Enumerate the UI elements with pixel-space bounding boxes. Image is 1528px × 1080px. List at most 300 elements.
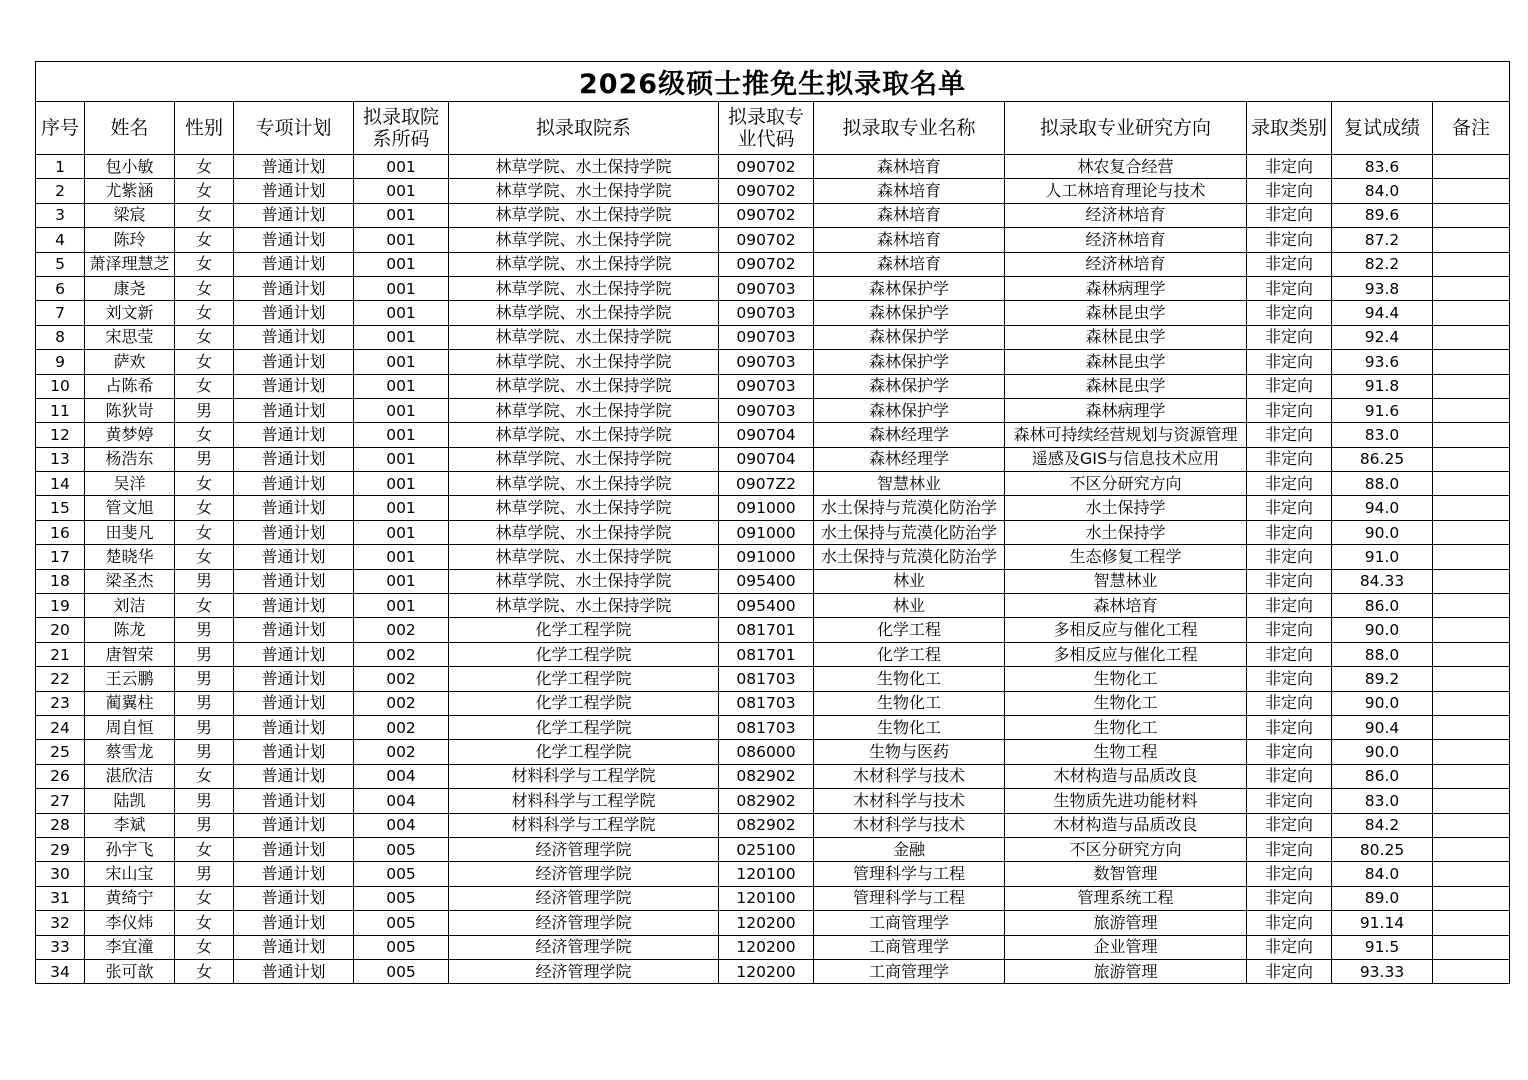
cell-seq: 14 (36, 472, 85, 496)
cell-research-direction: 经济林培育 (1005, 228, 1247, 252)
cell-name: 梁圣杰 (85, 569, 175, 593)
cell-department: 林草学院、水土保持学院 (449, 545, 719, 569)
cell-department: 林草学院、水土保持学院 (449, 325, 719, 349)
cell-name: 陈龙 (85, 618, 175, 642)
cell-dept-code: 001 (354, 301, 449, 325)
cell-department: 林草学院、水土保持学院 (449, 423, 719, 447)
cell-remarks (1433, 496, 1510, 520)
cell-major-name: 森林培育 (814, 252, 1005, 276)
cell-dept-code: 002 (354, 667, 449, 691)
cell-score: 83.6 (1332, 155, 1433, 179)
cell-admission-type: 非定向 (1247, 569, 1332, 593)
cell-name: 宋山宝 (85, 862, 175, 886)
table-row (36, 886, 1510, 910)
table-row (36, 911, 1510, 935)
cell-admission-type: 非定向 (1247, 252, 1332, 276)
cell-score: 83.0 (1332, 789, 1433, 813)
cell-special-plan: 普通计划 (234, 350, 354, 374)
cell-gender: 女 (175, 252, 234, 276)
cell-score: 93.33 (1332, 959, 1433, 983)
cell-major-name: 木材科学与技术 (814, 789, 1005, 813)
cell-admission-type: 非定向 (1247, 179, 1332, 203)
cell-remarks (1433, 642, 1510, 666)
cell-seq: 23 (36, 691, 85, 715)
cell-special-plan: 普通计划 (234, 276, 354, 300)
column-header-admission-type: 录取类别 (1247, 102, 1332, 155)
cell-score: 94.4 (1332, 301, 1433, 325)
cell-gender: 女 (175, 203, 234, 227)
cell-special-plan: 普通计划 (234, 520, 354, 544)
cell-name: 张可歆 (85, 959, 175, 983)
cell-major-name: 森林保护学 (814, 301, 1005, 325)
table-row (36, 837, 1510, 861)
cell-gender: 男 (175, 447, 234, 471)
table-row (36, 594, 1510, 618)
cell-name: 李斌 (85, 813, 175, 837)
cell-dept-code: 001 (354, 350, 449, 374)
cell-major-name: 林业 (814, 569, 1005, 593)
cell-name: 吴洋 (85, 472, 175, 496)
cell-seq: 24 (36, 715, 85, 739)
cell-remarks (1433, 813, 1510, 837)
table-row (36, 959, 1510, 983)
cell-dept-code: 001 (354, 252, 449, 276)
cell-dept-code: 002 (354, 715, 449, 739)
cell-major-code: 082902 (719, 764, 814, 788)
cell-remarks (1433, 276, 1510, 300)
cell-score: 82.2 (1332, 252, 1433, 276)
cell-gender: 男 (175, 813, 234, 837)
cell-research-direction: 生物工程 (1005, 740, 1247, 764)
cell-score: 88.0 (1332, 472, 1433, 496)
cell-department: 林草学院、水土保持学院 (449, 203, 719, 227)
cell-dept-code: 001 (354, 496, 449, 520)
cell-special-plan: 普通计划 (234, 203, 354, 227)
cell-dept-code: 001 (354, 155, 449, 179)
cell-admission-type: 非定向 (1247, 618, 1332, 642)
cell-admission-type: 非定向 (1247, 715, 1332, 739)
cell-research-direction: 不区分研究方向 (1005, 837, 1247, 861)
table-row (36, 398, 1510, 422)
cell-research-direction: 多相反应与催化工程 (1005, 642, 1247, 666)
cell-research-direction: 多相反应与催化工程 (1005, 618, 1247, 642)
cell-major-code: 090704 (719, 447, 814, 471)
cell-seq: 13 (36, 447, 85, 471)
cell-major-name: 工商管理学 (814, 911, 1005, 935)
cell-remarks (1433, 252, 1510, 276)
cell-major-name: 生物化工 (814, 667, 1005, 691)
table-row (36, 545, 1510, 569)
cell-special-plan: 普通计划 (234, 813, 354, 837)
cell-admission-type: 非定向 (1247, 691, 1332, 715)
cell-gender: 女 (175, 423, 234, 447)
cell-department: 经济管理学院 (449, 862, 719, 886)
cell-major-name: 林业 (814, 594, 1005, 618)
cell-dept-code: 002 (354, 740, 449, 764)
cell-major-code: 081701 (719, 642, 814, 666)
cell-special-plan: 普通计划 (234, 618, 354, 642)
cell-remarks (1433, 837, 1510, 861)
cell-research-direction: 森林昆虫学 (1005, 325, 1247, 349)
cell-major-code: 091000 (719, 520, 814, 544)
cell-major-name: 森林经理学 (814, 447, 1005, 471)
column-header-research-direction: 拟录取专业研究方向 (1005, 102, 1247, 155)
table-row (36, 520, 1510, 544)
cell-seq: 12 (36, 423, 85, 447)
cell-seq: 3 (36, 203, 85, 227)
cell-name: 黄梦婷 (85, 423, 175, 447)
cell-admission-type: 非定向 (1247, 228, 1332, 252)
table-row (36, 935, 1510, 959)
cell-name: 占陈希 (85, 374, 175, 398)
column-header-special-plan: 专项计划 (234, 102, 354, 155)
cell-score: 84.33 (1332, 569, 1433, 593)
cell-admission-type: 非定向 (1247, 667, 1332, 691)
cell-gender: 女 (175, 155, 234, 179)
cell-name: 蔡雪龙 (85, 740, 175, 764)
cell-seq: 1 (36, 155, 85, 179)
cell-department: 林草学院、水土保持学院 (449, 447, 719, 471)
cell-seq: 28 (36, 813, 85, 837)
cell-name: 梁宸 (85, 203, 175, 227)
page-title: 2026级硕士推免生拟录取名单 (36, 62, 1510, 102)
cell-admission-type: 非定向 (1247, 325, 1332, 349)
column-header-name: 姓名 (85, 102, 175, 155)
cell-admission-type: 非定向 (1247, 423, 1332, 447)
cell-research-direction: 企业管理 (1005, 935, 1247, 959)
cell-major-code: 082902 (719, 813, 814, 837)
cell-gender: 女 (175, 886, 234, 910)
cell-seq: 18 (36, 569, 85, 593)
cell-score: 88.0 (1332, 642, 1433, 666)
table-row (36, 228, 1510, 252)
cell-name: 刘洁 (85, 594, 175, 618)
cell-score: 91.6 (1332, 398, 1433, 422)
cell-admission-type: 非定向 (1247, 740, 1332, 764)
cell-major-name: 森林培育 (814, 179, 1005, 203)
cell-special-plan: 普通计划 (234, 423, 354, 447)
cell-score: 87.2 (1332, 228, 1433, 252)
cell-remarks (1433, 447, 1510, 471)
cell-major-code: 025100 (719, 837, 814, 861)
cell-major-code: 120200 (719, 959, 814, 983)
cell-department: 化学工程学院 (449, 691, 719, 715)
cell-seq: 21 (36, 642, 85, 666)
cell-research-direction: 森林病理学 (1005, 398, 1247, 422)
cell-admission-type: 非定向 (1247, 447, 1332, 471)
cell-remarks (1433, 545, 1510, 569)
cell-major-code: 081703 (719, 715, 814, 739)
cell-admission-type: 非定向 (1247, 837, 1332, 861)
cell-score: 86.25 (1332, 447, 1433, 471)
cell-special-plan: 普通计划 (234, 447, 354, 471)
cell-major-name: 生物化工 (814, 715, 1005, 739)
cell-dept-code: 005 (354, 911, 449, 935)
table-body (36, 155, 1510, 984)
table-row (36, 301, 1510, 325)
cell-gender: 女 (175, 472, 234, 496)
column-header-score: 复试成绩 (1332, 102, 1433, 155)
cell-seq: 30 (36, 862, 85, 886)
cell-seq: 15 (36, 496, 85, 520)
cell-dept-code: 001 (354, 398, 449, 422)
table-row (36, 496, 1510, 520)
cell-major-name: 森林培育 (814, 228, 1005, 252)
cell-remarks (1433, 691, 1510, 715)
cell-remarks (1433, 618, 1510, 642)
cell-dept-code: 001 (354, 569, 449, 593)
cell-name: 李仪炜 (85, 911, 175, 935)
cell-score: 80.25 (1332, 837, 1433, 861)
cell-remarks (1433, 715, 1510, 739)
cell-department: 林草学院、水土保持学院 (449, 520, 719, 544)
cell-seq: 4 (36, 228, 85, 252)
table-row (36, 569, 1510, 593)
cell-gender: 男 (175, 618, 234, 642)
cell-name: 唐智荣 (85, 642, 175, 666)
table-row (36, 374, 1510, 398)
cell-research-direction: 林农复合经营 (1005, 155, 1247, 179)
cell-major-name: 水土保持与荒漠化防治学 (814, 520, 1005, 544)
table-row (36, 642, 1510, 666)
cell-dept-code: 001 (354, 276, 449, 300)
cell-score: 89.6 (1332, 203, 1433, 227)
cell-admission-type: 非定向 (1247, 350, 1332, 374)
cell-major-code: 081701 (719, 618, 814, 642)
cell-dept-code: 005 (354, 935, 449, 959)
cell-dept-code: 001 (354, 594, 449, 618)
column-header-dept-code: 拟录取院系所码 (354, 102, 449, 155)
cell-major-name: 森林经理学 (814, 423, 1005, 447)
cell-dept-code: 002 (354, 618, 449, 642)
cell-name: 尤紫涵 (85, 179, 175, 203)
cell-department: 化学工程学院 (449, 618, 719, 642)
cell-remarks (1433, 789, 1510, 813)
cell-seq: 11 (36, 398, 85, 422)
cell-dept-code: 004 (354, 789, 449, 813)
admission-list-table (35, 61, 1510, 984)
cell-special-plan: 普通计划 (234, 789, 354, 813)
cell-special-plan: 普通计划 (234, 155, 354, 179)
table-row (36, 472, 1510, 496)
cell-major-name: 化学工程 (814, 618, 1005, 642)
cell-score: 91.0 (1332, 545, 1433, 569)
cell-special-plan: 普通计划 (234, 642, 354, 666)
cell-seq: 8 (36, 325, 85, 349)
cell-name: 杨浩东 (85, 447, 175, 471)
cell-remarks (1433, 398, 1510, 422)
cell-remarks (1433, 350, 1510, 374)
cell-score: 86.0 (1332, 594, 1433, 618)
cell-major-name: 森林保护学 (814, 276, 1005, 300)
cell-department: 化学工程学院 (449, 667, 719, 691)
cell-department: 化学工程学院 (449, 642, 719, 666)
cell-remarks (1433, 594, 1510, 618)
cell-dept-code: 004 (354, 764, 449, 788)
cell-research-direction: 不区分研究方向 (1005, 472, 1247, 496)
cell-dept-code: 001 (354, 472, 449, 496)
cell-department: 经济管理学院 (449, 837, 719, 861)
cell-admission-type: 非定向 (1247, 472, 1332, 496)
cell-gender: 女 (175, 545, 234, 569)
cell-dept-code: 005 (354, 886, 449, 910)
column-header-major-code: 拟录取专业代码 (719, 102, 814, 155)
cell-score: 89.2 (1332, 667, 1433, 691)
table-row (36, 423, 1510, 447)
cell-department: 材料科学与工程学院 (449, 813, 719, 837)
cell-gender: 男 (175, 642, 234, 666)
cell-remarks (1433, 862, 1510, 886)
cell-score: 91.8 (1332, 374, 1433, 398)
cell-remarks (1433, 911, 1510, 935)
cell-department: 林草学院、水土保持学院 (449, 155, 719, 179)
cell-department: 林草学院、水土保持学院 (449, 350, 719, 374)
cell-major-name: 森林保护学 (814, 374, 1005, 398)
cell-score: 89.0 (1332, 886, 1433, 910)
cell-research-direction: 旅游管理 (1005, 911, 1247, 935)
cell-department: 林草学院、水土保持学院 (449, 472, 719, 496)
cell-gender: 女 (175, 374, 234, 398)
table-row (36, 691, 1510, 715)
cell-major-name: 工商管理学 (814, 935, 1005, 959)
cell-name: 黄绮宁 (85, 886, 175, 910)
cell-name: 萨欢 (85, 350, 175, 374)
cell-name: 刘文新 (85, 301, 175, 325)
cell-major-code: 090702 (719, 203, 814, 227)
cell-name: 陈狄岢 (85, 398, 175, 422)
cell-research-direction: 人工林培育理论与技术 (1005, 179, 1247, 203)
cell-dept-code: 002 (354, 642, 449, 666)
cell-gender: 女 (175, 179, 234, 203)
cell-remarks (1433, 764, 1510, 788)
cell-remarks (1433, 520, 1510, 544)
cell-major-name: 智慧林业 (814, 472, 1005, 496)
cell-admission-type: 非定向 (1247, 911, 1332, 935)
cell-seq: 10 (36, 374, 85, 398)
cell-major-name: 化学工程 (814, 642, 1005, 666)
cell-major-code: 090703 (719, 350, 814, 374)
table-row (36, 789, 1510, 813)
cell-dept-code: 001 (354, 203, 449, 227)
cell-gender: 男 (175, 569, 234, 593)
cell-major-name: 森林保护学 (814, 350, 1005, 374)
cell-admission-type: 非定向 (1247, 545, 1332, 569)
cell-special-plan: 普通计划 (234, 545, 354, 569)
cell-dept-code: 001 (354, 325, 449, 349)
cell-department: 化学工程学院 (449, 740, 719, 764)
cell-special-plan: 普通计划 (234, 911, 354, 935)
cell-gender: 男 (175, 715, 234, 739)
cell-seq: 2 (36, 179, 85, 203)
cell-seq: 27 (36, 789, 85, 813)
cell-department: 林草学院、水土保持学院 (449, 301, 719, 325)
cell-name: 田斐凡 (85, 520, 175, 544)
cell-department: 林草学院、水土保持学院 (449, 228, 719, 252)
cell-name: 李宜潼 (85, 935, 175, 959)
cell-department: 经济管理学院 (449, 935, 719, 959)
cell-remarks (1433, 935, 1510, 959)
cell-gender: 女 (175, 764, 234, 788)
cell-score: 94.0 (1332, 496, 1433, 520)
table-row (36, 740, 1510, 764)
header-row (36, 102, 1510, 155)
cell-research-direction: 生物化工 (1005, 691, 1247, 715)
cell-name: 王云鹏 (85, 667, 175, 691)
cell-major-code: 081703 (719, 667, 814, 691)
cell-major-code: 0907Z2 (719, 472, 814, 496)
cell-special-plan: 普通计划 (234, 935, 354, 959)
cell-seq: 31 (36, 886, 85, 910)
cell-major-name: 管理科学与工程 (814, 886, 1005, 910)
cell-special-plan: 普通计划 (234, 472, 354, 496)
cell-dept-code: 002 (354, 691, 449, 715)
cell-seq: 34 (36, 959, 85, 983)
cell-admission-type: 非定向 (1247, 789, 1332, 813)
cell-department: 经济管理学院 (449, 911, 719, 935)
cell-score: 90.0 (1332, 618, 1433, 642)
cell-seq: 6 (36, 276, 85, 300)
cell-dept-code: 004 (354, 813, 449, 837)
cell-department: 林草学院、水土保持学院 (449, 569, 719, 593)
cell-name: 蔺翼柱 (85, 691, 175, 715)
cell-special-plan: 普通计划 (234, 228, 354, 252)
cell-major-code: 090703 (719, 374, 814, 398)
cell-seq: 19 (36, 594, 85, 618)
table-row (36, 155, 1510, 179)
cell-dept-code: 005 (354, 862, 449, 886)
cell-dept-code: 001 (354, 374, 449, 398)
cell-seq: 7 (36, 301, 85, 325)
cell-seq: 29 (36, 837, 85, 861)
cell-name: 康尧 (85, 276, 175, 300)
cell-major-name: 水土保持与荒漠化防治学 (814, 545, 1005, 569)
cell-research-direction: 经济林培育 (1005, 252, 1247, 276)
cell-special-plan: 普通计划 (234, 740, 354, 764)
cell-remarks (1433, 301, 1510, 325)
cell-gender: 女 (175, 325, 234, 349)
cell-major-code: 090704 (719, 423, 814, 447)
cell-admission-type: 非定向 (1247, 203, 1332, 227)
cell-admission-type: 非定向 (1247, 398, 1332, 422)
cell-major-code: 090703 (719, 276, 814, 300)
cell-gender: 女 (175, 276, 234, 300)
cell-name: 楚晓华 (85, 545, 175, 569)
table-row (36, 862, 1510, 886)
cell-research-direction: 森林昆虫学 (1005, 350, 1247, 374)
column-header-department: 拟录取院系 (449, 102, 719, 155)
cell-major-name: 森林培育 (814, 155, 1005, 179)
cell-department: 林草学院、水土保持学院 (449, 252, 719, 276)
cell-gender: 男 (175, 691, 234, 715)
cell-research-direction: 数智管理 (1005, 862, 1247, 886)
cell-score: 90.0 (1332, 691, 1433, 715)
cell-seq: 5 (36, 252, 85, 276)
cell-research-direction: 经济林培育 (1005, 203, 1247, 227)
cell-name: 包小敏 (85, 155, 175, 179)
cell-score: 90.0 (1332, 520, 1433, 544)
cell-gender: 女 (175, 911, 234, 935)
cell-score: 83.0 (1332, 423, 1433, 447)
cell-gender: 女 (175, 935, 234, 959)
cell-special-plan: 普通计划 (234, 325, 354, 349)
cell-major-name: 木材科学与技术 (814, 764, 1005, 788)
cell-major-code: 091000 (719, 545, 814, 569)
cell-name: 管文旭 (85, 496, 175, 520)
cell-remarks (1433, 667, 1510, 691)
table-row (36, 203, 1510, 227)
cell-gender: 女 (175, 594, 234, 618)
cell-major-name: 生物与医药 (814, 740, 1005, 764)
